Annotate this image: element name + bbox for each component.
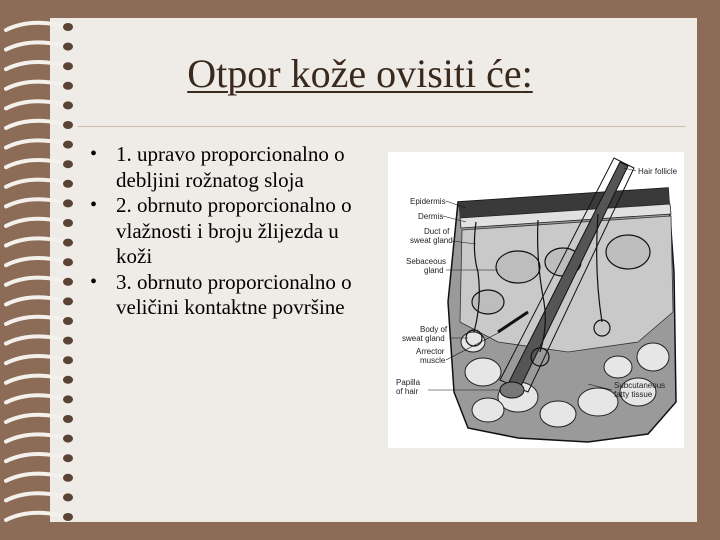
spiral-hole bbox=[63, 474, 73, 482]
label-duct-2: sweat gland bbox=[410, 236, 453, 245]
spiral-ring bbox=[6, 160, 64, 167]
spiral-ring bbox=[6, 42, 64, 49]
spiral-hole bbox=[63, 493, 73, 501]
label-papilla-2: of hair bbox=[396, 387, 419, 396]
label-sebaceous-1: Sebaceous bbox=[406, 257, 447, 266]
skin-illustration bbox=[388, 152, 684, 448]
bullet-item: • 3. obrnuto proporcionalno o veličini kontaktne površine bbox=[90, 270, 370, 321]
bullet-list bbox=[90, 142, 370, 321]
label-body-2: sweat gland bbox=[402, 334, 445, 343]
bullet-item: • 1. upravo proporcionalno o debljini rožnatog sloja bbox=[90, 142, 370, 193]
spiral-ring bbox=[6, 434, 64, 441]
label-arrector-1: Arrector bbox=[416, 347, 445, 356]
label-subcutaneous-1: Subcutaneous bbox=[614, 381, 666, 390]
spiral-ring bbox=[6, 376, 64, 383]
bullet-item: • 2. obrnuto proporcionalno o vlažnosti i broju žlijezda u koži bbox=[90, 193, 370, 270]
spiral-ring bbox=[6, 415, 64, 422]
spiral-hole bbox=[63, 160, 73, 168]
title-divider bbox=[78, 126, 686, 127]
spiral-ring bbox=[6, 336, 64, 343]
spiral-ring bbox=[6, 238, 64, 245]
label-subcutaneous-2: fatty tissue bbox=[614, 390, 653, 399]
spiral-hole bbox=[63, 297, 73, 305]
spiral-hole bbox=[63, 180, 73, 188]
spiral-ring bbox=[6, 513, 64, 520]
spiral-ring bbox=[6, 258, 64, 265]
hair-papilla bbox=[500, 382, 524, 398]
spiral-hole bbox=[63, 356, 73, 364]
spiral-ring bbox=[6, 140, 64, 147]
spiral-hole bbox=[63, 101, 73, 109]
spiral-ring bbox=[6, 493, 64, 500]
spiral-hole bbox=[63, 317, 73, 325]
spiral-hole bbox=[63, 395, 73, 403]
label-arrector-2: muscle bbox=[420, 356, 446, 365]
spiral-hole bbox=[63, 121, 73, 129]
spiral-hole bbox=[63, 376, 73, 384]
spiral-hole bbox=[63, 337, 73, 345]
spiral-ring bbox=[6, 474, 64, 481]
spiral-hole bbox=[63, 239, 73, 247]
spiral-ring bbox=[6, 297, 64, 304]
label-duct-1: Duct of bbox=[424, 227, 450, 236]
spiral-hole bbox=[63, 141, 73, 149]
spiral-hole bbox=[63, 454, 73, 462]
label-dermis: Dermis bbox=[418, 212, 444, 221]
title-colon: : bbox=[521, 51, 533, 96]
skin-diagram bbox=[388, 152, 684, 448]
spiral-ring bbox=[6, 180, 64, 187]
spiral-hole bbox=[63, 258, 73, 266]
label-body-1: Body of bbox=[420, 325, 448, 334]
spiral-ring bbox=[6, 121, 64, 128]
label-sebaceous-2: gland bbox=[424, 266, 444, 275]
slide-title bbox=[0, 50, 720, 97]
spiral-hole bbox=[63, 513, 73, 521]
spiral-ring bbox=[6, 101, 64, 108]
spiral-ring bbox=[6, 317, 64, 324]
spiral-hole bbox=[63, 199, 73, 207]
title-text: Otpor kože ovisiti će bbox=[187, 51, 522, 96]
spiral-hole bbox=[63, 435, 73, 443]
spiral-ring bbox=[6, 356, 64, 363]
spiral-ring bbox=[6, 199, 64, 206]
spiral-ring bbox=[6, 23, 64, 30]
label-papilla-1: Papilla bbox=[396, 378, 421, 387]
spiral-hole bbox=[63, 219, 73, 227]
spiral-ring bbox=[6, 278, 64, 285]
spiral-ring bbox=[6, 454, 64, 461]
spiral-ring bbox=[6, 395, 64, 402]
label-hair-follicle: Hair follicle bbox=[638, 167, 678, 176]
spiral-hole bbox=[63, 23, 73, 31]
spiral-ring bbox=[6, 219, 64, 226]
spiral-hole bbox=[63, 278, 73, 286]
spiral-hole bbox=[63, 415, 73, 423]
label-epidermis: Epidermis bbox=[410, 197, 446, 206]
